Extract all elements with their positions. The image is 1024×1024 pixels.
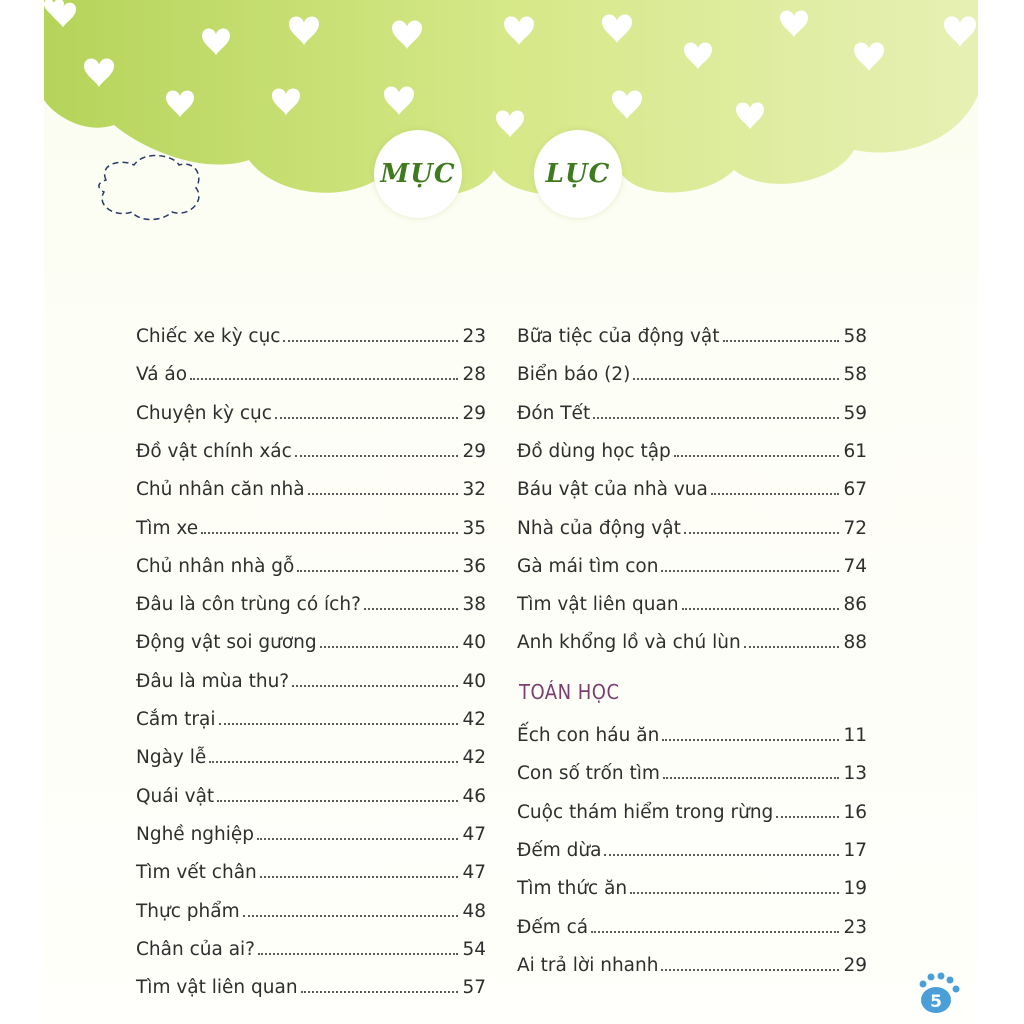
title-word-1: MỤC (380, 159, 456, 189)
dot-leader (217, 800, 458, 802)
toc-entry (136, 510, 486, 540)
toc-entry (517, 794, 867, 824)
toc-entry (517, 510, 867, 540)
heart-icon (166, 91, 194, 118)
dot-leader (662, 739, 839, 741)
dot-leader (295, 455, 459, 457)
dot-leader (661, 969, 839, 971)
toc-entry (517, 909, 867, 939)
toc-entry (136, 854, 486, 884)
dot-leader (682, 608, 840, 610)
toc-entry-page: 67 (843, 479, 867, 501)
toc-entry-page: 29 (843, 954, 867, 976)
toc-entry-page: 86 (843, 594, 867, 616)
dot-leader (292, 685, 458, 687)
toc-entry-page: 38 (462, 594, 486, 616)
toc-entry-title: Anh khổng lồ và chú lùn (517, 632, 741, 654)
toc-entry (136, 969, 486, 999)
toc-entry-page: 47 (462, 862, 486, 884)
toc-entry-page: 48 (462, 900, 486, 922)
dot-leader (209, 761, 458, 763)
toc-entry-page: 23 (843, 916, 867, 938)
toc-entry-title: Tìm xe (136, 517, 199, 539)
toc-entry (517, 947, 867, 977)
toc-entry-title: Chủ nhân căn nhà (136, 479, 305, 501)
dot-leader (674, 455, 840, 457)
toc-entry-title: Đếm dừa (517, 839, 602, 861)
toc-entry (136, 816, 486, 846)
dot-leader (219, 723, 459, 725)
toc-entry-page: 17 (843, 839, 867, 861)
heart-icon (496, 111, 524, 138)
toc-entry (136, 586, 486, 616)
toc-entry-page: 74 (843, 555, 867, 577)
toc-entry-title: Vá áo (136, 364, 188, 386)
toc-entry-title: Biển báo (2) (517, 364, 631, 386)
toc-entry-title: Chiếc xe kỳ cục (136, 326, 281, 347)
dot-leader (258, 953, 458, 955)
toc-entry-page: 16 (843, 801, 867, 823)
toc-entry (517, 471, 867, 501)
toc-entry-title: Báu vật của nhà vua (517, 479, 708, 501)
heart-icon (84, 58, 114, 87)
dot-leader (711, 493, 840, 495)
paw-icon (916, 970, 964, 1018)
toc-entry (136, 318, 486, 348)
toc-entry-page: 28 (462, 364, 486, 386)
toc-entry-page: 59 (843, 402, 867, 424)
toc-entry-title: Tìm vết chân (136, 862, 257, 884)
hearts-layer (44, 0, 978, 240)
title-word-2-badge (534, 130, 622, 218)
toc-entry-page: 57 (462, 977, 486, 999)
heart-icon (684, 43, 712, 70)
toc-entry (136, 395, 486, 425)
toc-entry-title: Thực phẩm (136, 900, 240, 922)
toc-entry (136, 663, 486, 693)
toc-entry-title: Con số trốn tìm (517, 763, 660, 785)
heart-icon (202, 29, 230, 56)
heart-icon (854, 42, 884, 71)
toc-entry-page: 58 (843, 364, 867, 386)
toc-entry (517, 624, 867, 654)
toc-entry (136, 739, 486, 769)
toc-entry-title: Chân của ai? (136, 938, 255, 960)
toc-entry-page: 54 (462, 938, 486, 960)
toc-entry-title: Đồ vật chính xác (136, 440, 292, 462)
toc-entry (517, 548, 867, 578)
toc-entry-page: 42 (462, 747, 486, 769)
toc-entry-page: 58 (843, 326, 867, 347)
toc-entry-page: 72 (843, 517, 867, 539)
toc-entry (136, 931, 486, 961)
dot-leader (283, 340, 458, 342)
dot-leader (604, 854, 839, 856)
page-margin-left (0, 0, 44, 1024)
toc-entry-page: 29 (462, 440, 486, 462)
toc-entry-page: 40 (462, 632, 486, 654)
dot-leader (308, 493, 459, 495)
toc-entry-title: Cắm trại (136, 709, 216, 730)
toc-entry (517, 395, 867, 425)
book-page (44, 0, 978, 1024)
toc-entry-title: Ai trả lời nhanh (517, 954, 659, 976)
toc-right-column (517, 318, 867, 978)
page-margin-right (978, 0, 1024, 1024)
heart-icon (392, 20, 422, 49)
heart-icon (612, 90, 642, 119)
dot-leader (275, 417, 459, 419)
dot-leader (364, 608, 459, 610)
heart-icon (602, 14, 632, 43)
dot-leader (630, 892, 839, 894)
toc-entry (517, 586, 867, 616)
heart-icon (736, 103, 764, 130)
toc-entry-title: Tìm vật liên quan (517, 594, 679, 616)
dot-leader (301, 991, 459, 993)
toc-entry-title: Đồ dùng học tập (517, 440, 671, 462)
dot-leader (661, 570, 839, 572)
heart-icon (289, 16, 319, 45)
toc-entry (136, 893, 486, 923)
toc-entry-page: 46 (462, 785, 486, 807)
toc-entry (136, 471, 486, 501)
page-number: 5 (930, 992, 942, 1012)
title-word-2: LỤC (545, 159, 611, 189)
toc-entry-page: 23 (462, 326, 486, 347)
toc-entry-page: 32 (462, 479, 486, 501)
heart-icon (944, 16, 976, 46)
toc-entry-title: Bữa tiệc của động vật (517, 326, 720, 347)
section-heading-math: TOÁN HỌC (519, 680, 620, 704)
toc-entry-title: Chuyện kỳ cục (136, 402, 272, 424)
toc-entry-title: Đâu là mùa thu? (136, 670, 290, 692)
dot-leader (260, 876, 459, 878)
dot-leader (257, 838, 458, 840)
toc-entry-title: Động vật soi gương (136, 632, 317, 654)
dot-leader (723, 340, 840, 342)
toc-entry (136, 433, 486, 463)
heart-icon (504, 16, 534, 45)
toc-entry (517, 433, 867, 463)
dot-leader (744, 646, 840, 648)
toc-entry-page: 11 (843, 725, 867, 746)
toc-entry-page: 40 (462, 670, 486, 692)
toc-entry-page: 42 (462, 709, 486, 730)
toc-entry-title: Đếm cá (517, 916, 589, 938)
heart-icon (50, 3, 76, 28)
toc-entry-page: 36 (462, 555, 486, 577)
toc-entry (517, 318, 867, 348)
toc-entry (517, 755, 867, 785)
dot-leader (776, 816, 839, 818)
dot-leader (243, 915, 459, 917)
toc-entry-page: 61 (843, 440, 867, 462)
dashed-cloud-icon (99, 156, 199, 220)
toc-entry-title: Tìm thức ăn (517, 878, 628, 900)
toc-entry (136, 778, 486, 808)
toc-entry-page: 19 (843, 878, 867, 900)
toc-entry (136, 701, 486, 731)
dot-leader (190, 378, 458, 380)
toc-entry-page: 88 (843, 632, 867, 654)
dot-leader (591, 931, 839, 933)
toc-entry-title: Đón Tết (517, 402, 591, 424)
toc-entry (517, 717, 867, 747)
toc-entry-title: Ếch con háu ăn (517, 725, 660, 746)
toc-entry-page: 29 (462, 402, 486, 424)
dot-leader (201, 532, 458, 534)
toc-entry-title: Đâu là côn trùng có ích? (136, 594, 361, 616)
toc-entry-title: Tìm vật liên quan (136, 977, 298, 999)
toc-entry (136, 356, 486, 386)
toc-entry (517, 870, 867, 900)
heart-icon (384, 86, 414, 115)
title-word-1-badge (374, 130, 462, 218)
toc-left-column (136, 318, 486, 999)
toc-entry-title: Nghề nghiệp (136, 823, 255, 845)
toc-entry-title: Nhà của động vật (517, 517, 681, 539)
toc-entry-title: Cuộc thám hiểm trong rừng (517, 801, 774, 823)
toc-entry-page: 47 (462, 823, 486, 845)
dot-leader (663, 777, 840, 779)
dot-leader (593, 417, 839, 419)
heart-icon (780, 11, 808, 38)
toc-entry-title: Ngày lễ (136, 747, 207, 769)
heart-icon (272, 89, 300, 116)
toc-entry-page: 35 (462, 517, 486, 539)
dot-leader (633, 378, 839, 380)
toc-entry-title: Chủ nhân nhà gỗ (136, 555, 295, 577)
toc-entry-title: Quái vật (136, 785, 215, 807)
toc-entry (517, 832, 867, 862)
toc-entry-title: Gà mái tìm con (517, 555, 659, 577)
toc-entry (517, 356, 867, 386)
toc-entry (136, 624, 486, 654)
dot-leader (297, 570, 458, 572)
toc-entry-page: 13 (843, 763, 867, 785)
dot-leader (320, 646, 459, 648)
dot-leader (684, 532, 840, 534)
toc-entry (136, 548, 486, 578)
